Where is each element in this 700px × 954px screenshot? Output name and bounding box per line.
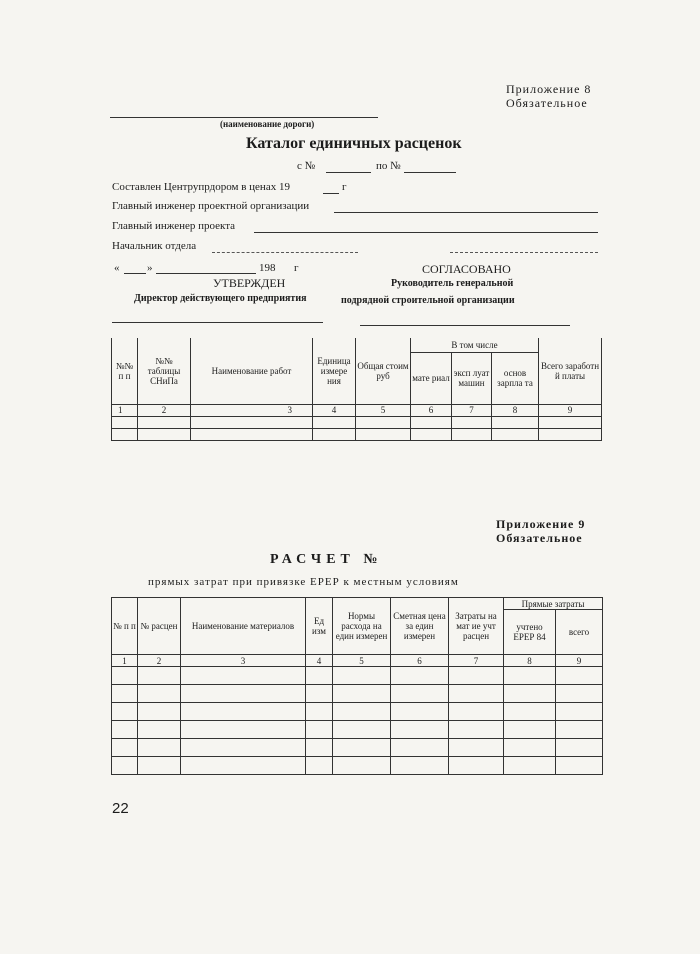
date-g: г	[294, 262, 299, 274]
col-material: мате риал	[411, 352, 452, 404]
date-month-line	[156, 273, 256, 274]
num2-6: 6	[391, 655, 449, 667]
col-base-wage: основ зарпла та	[492, 352, 539, 404]
date-close-quote: »	[147, 262, 153, 274]
col-including: В том числе	[411, 338, 539, 352]
date-day-line	[124, 273, 146, 274]
col-snip-table: №№ таблицы СНиПа	[138, 338, 191, 404]
dept-head-line-1	[212, 252, 358, 253]
table-row	[112, 703, 603, 721]
road-caption: (наименование дороги)	[220, 119, 315, 129]
appendix8-label: Приложение 8	[506, 82, 592, 96]
chief-engineer-org-line	[334, 212, 598, 213]
num2-7: 7	[449, 655, 504, 667]
page-number: 22	[112, 800, 129, 817]
col2-material-name: Наименование материалов	[181, 598, 306, 655]
num-9: 9	[539, 404, 602, 416]
road-name-line	[110, 117, 378, 118]
col2-cost: Сметная цена за един измерен	[391, 598, 449, 655]
col-machine: эксп луат машин	[452, 352, 492, 404]
appendix8-status: Обязательное	[506, 96, 588, 110]
num2-9: 9	[556, 655, 603, 667]
contractor-head-label: Руководитель генеральной	[391, 278, 514, 289]
table-row	[112, 685, 603, 703]
col-unit: Единица измере ния	[313, 338, 356, 404]
num-4: 4	[313, 404, 356, 416]
col2-no: № п п	[112, 598, 138, 655]
calculation-title: РАСЧЕТ №	[270, 552, 383, 567]
chief-engineer-proj-label: Главный инженер проекта	[112, 220, 236, 232]
col2-total: всего	[556, 610, 603, 655]
col2-erer: учтено ЕРЕР 84	[504, 610, 556, 655]
table-row	[112, 428, 602, 440]
calculation-subtitle: прямых затрат при привязке ЕРЕР к местным условиям	[148, 576, 459, 588]
table-row	[112, 721, 603, 739]
calculation-table	[111, 597, 603, 775]
from-number-line	[326, 172, 371, 173]
compiled-label: Составлен Центрупрдором в ценах 19	[112, 181, 290, 193]
appendix9-status: Обязательное	[496, 531, 583, 545]
num-1: 1	[112, 404, 138, 416]
dept-head-line-2	[450, 252, 598, 253]
num2-5: 5	[333, 655, 391, 667]
to-number-label: по №	[376, 160, 401, 172]
num2-4: 4	[306, 655, 333, 667]
appendix9-label: Приложение 9	[496, 517, 586, 531]
table-row	[112, 739, 603, 757]
col2-unit: Ед изм	[306, 598, 333, 655]
num2-3: 3	[181, 655, 306, 667]
director-signature-line	[112, 322, 323, 323]
num2-2: 2	[138, 655, 181, 667]
col2-norm: Нормы расхода на един измерен	[333, 598, 391, 655]
table-row	[112, 667, 603, 685]
num2-1: 1	[112, 655, 138, 667]
col2-code: № расцен	[138, 598, 181, 655]
col-no: №№ п п	[112, 338, 138, 404]
num-5: 5	[356, 404, 411, 416]
col-total-wage: Всего заработн й платы	[539, 338, 602, 404]
num-7: 7	[452, 404, 492, 416]
contractor-org-label: подрядной строительной организации	[341, 295, 515, 306]
num-6: 6	[411, 404, 452, 416]
date-year: 198	[259, 262, 276, 274]
contractor-signature-line	[360, 325, 570, 326]
approved-label: УТВЕРЖДЕН	[213, 276, 286, 290]
date-open-quote: «	[114, 262, 120, 274]
table-row	[112, 416, 602, 428]
num-8: 8	[492, 404, 539, 416]
chief-engineer-org-label: Главный инженер проектной организации	[112, 200, 310, 212]
year-line	[323, 193, 339, 194]
num2-8: 8	[504, 655, 556, 667]
table-row	[112, 655, 603, 667]
num-2: 2	[138, 404, 191, 416]
dept-head-label: Начальник отдела	[112, 240, 197, 252]
catalog-title: Каталог единичных расценок	[246, 135, 462, 152]
col-total-cost: Общая стоим руб	[356, 338, 411, 404]
from-number-label: с №	[297, 160, 316, 172]
table-row	[112, 404, 602, 416]
table-row	[112, 757, 603, 775]
to-number-line	[404, 172, 456, 173]
col-work-name: Наименование работ	[191, 338, 313, 404]
num-3: 3	[191, 404, 313, 416]
catalog-table	[111, 338, 602, 441]
director-label: Директор действующего предприятия	[134, 293, 307, 304]
chief-engineer-proj-line	[254, 232, 598, 233]
col2-direct-costs: Прямые затраты	[504, 598, 603, 610]
agreed-label: СОГЛАСОВАНО	[422, 262, 511, 276]
col2-expenses: Затраты на мат ие учт расцен	[449, 598, 504, 655]
year-suffix: г	[342, 181, 347, 193]
